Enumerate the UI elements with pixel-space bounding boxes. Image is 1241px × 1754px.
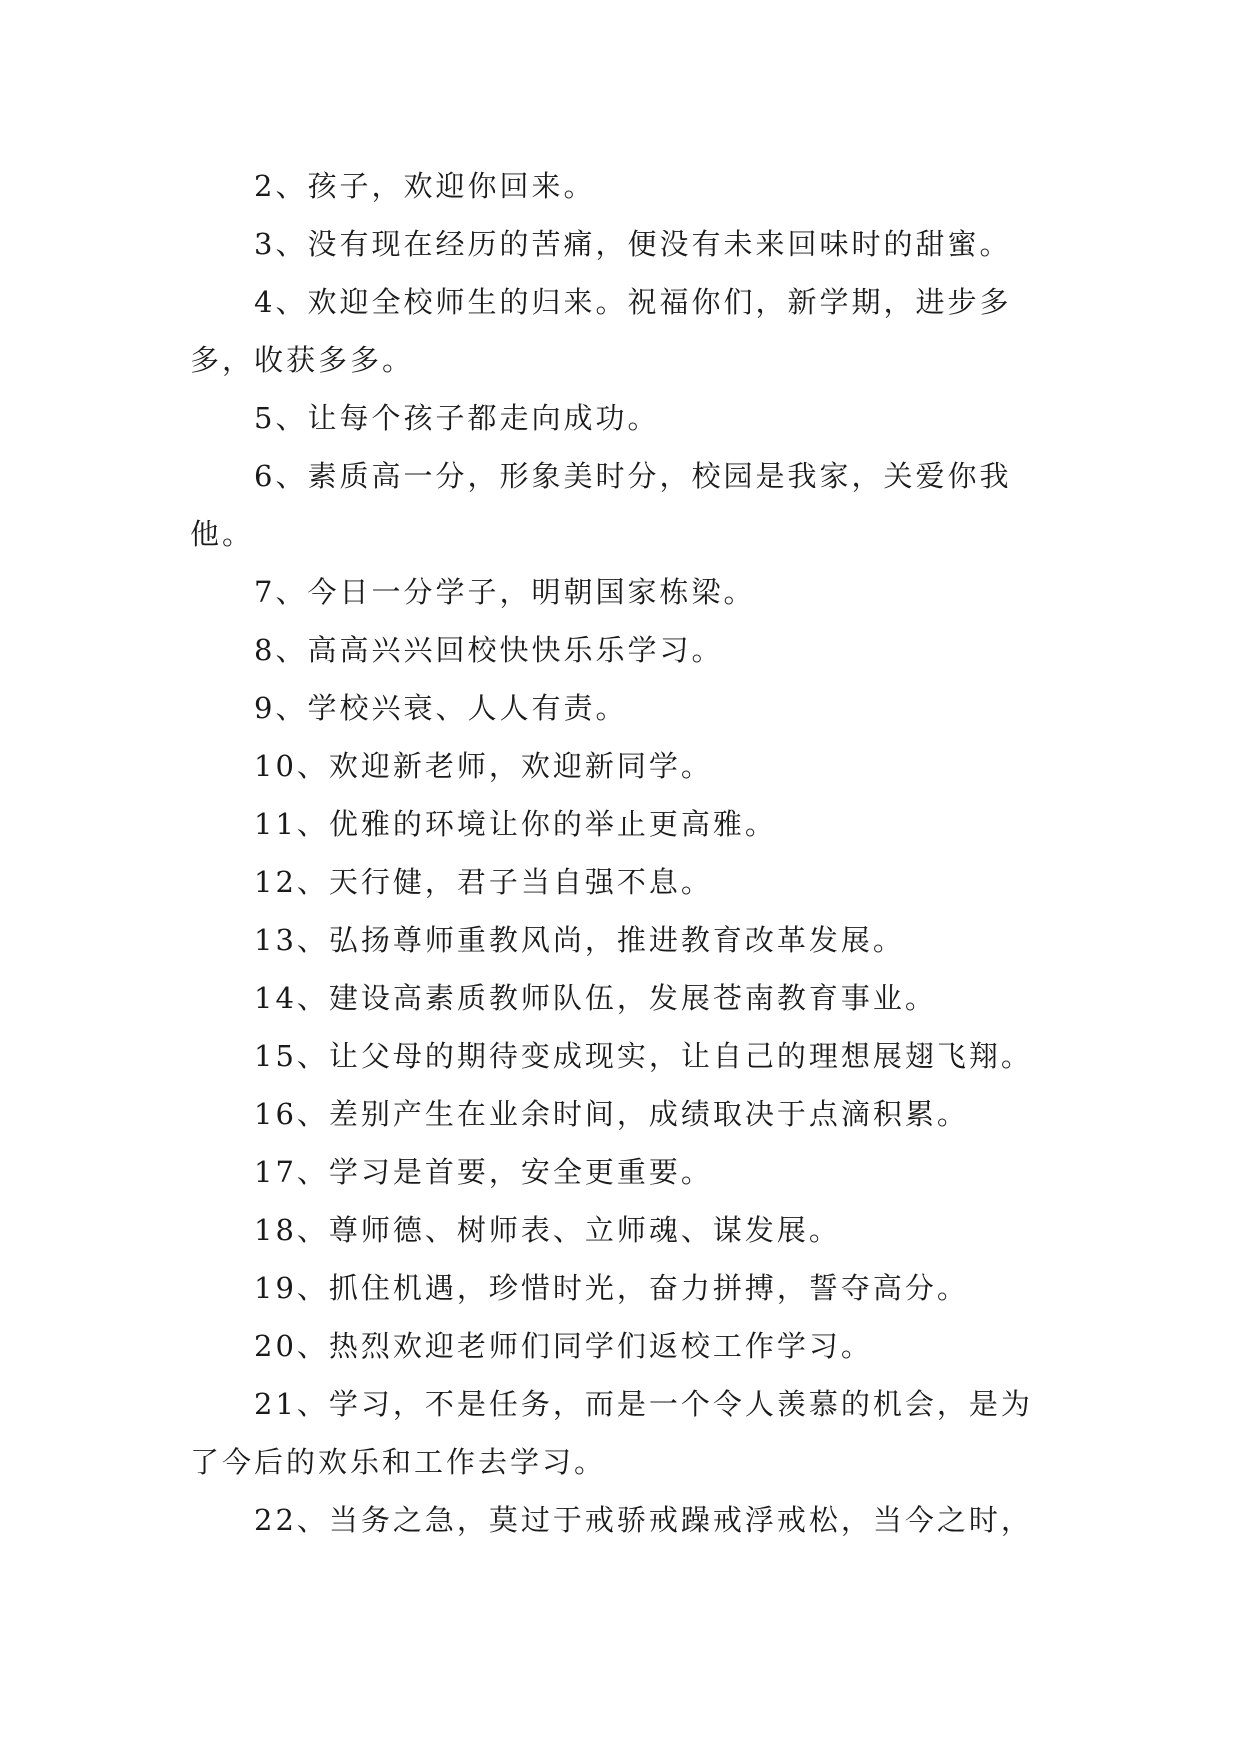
paragraph-4-line-1 — [190, 273, 1060, 331]
paragraph-5 — [190, 389, 1060, 447]
paragraph-line: 22、当务之急，莫过于戒骄戒躁戒浮戒松，当今之时， — [254, 1503, 1033, 1537]
paragraph-line: 16、差别产生在业余时间，成绩取决于点滴积累。 — [254, 1097, 969, 1131]
paragraph-line: 多，收获多多。 — [190, 343, 415, 377]
paragraph-line: 13、弘扬尊师重教风尚，推进教育改革发展。 — [254, 923, 905, 957]
paragraph-line: 10、欢迎新老师，欢迎新同学。 — [254, 749, 713, 783]
paragraph-8 — [190, 621, 1060, 679]
paragraph-line: 14、建设高素质教师队伍，发展苍南教育事业。 — [254, 981, 937, 1015]
paragraph-line: 他。 — [190, 517, 255, 551]
paragraph-line: 17、学习是首要，安全更重要。 — [254, 1155, 713, 1189]
paragraph-19 — [190, 1259, 1060, 1317]
paragraph-line: 20、热烈欢迎老师们同学们返校工作学习。 — [254, 1329, 873, 1363]
paragraph-11 — [190, 795, 1060, 853]
paragraph-line: 3、没有现在经历的苦痛，便没有未来回味时的甜蜜。 — [254, 227, 1012, 261]
paragraph-13 — [190, 911, 1060, 969]
paragraph-line: 19、抓住机遇，珍惜时光，奋力拼搏，誓夺高分。 — [254, 1271, 969, 1305]
paragraph-14 — [190, 969, 1060, 1027]
paragraph-21-line-1 — [190, 1375, 1060, 1433]
paragraph-line: 21、学习，不是任务，而是一个令人羡慕的机会，是为 — [254, 1387, 1033, 1421]
paragraph-22 — [190, 1491, 1060, 1549]
paragraph-line: 7、今日一分学子，明朝国家栋梁。 — [254, 575, 756, 609]
paragraph-6-line-1 — [190, 447, 1060, 505]
paragraph-line: 18、尊师德、树师表、立师魂、谋发展。 — [254, 1213, 841, 1247]
paragraph-9 — [190, 679, 1060, 737]
paragraph-12 — [190, 853, 1060, 911]
paragraph-line: 5、让每个孩子都走向成功。 — [254, 401, 660, 435]
paragraph-6-line-2 — [190, 505, 1060, 563]
paragraph-line: 9、学校兴衰、人人有责。 — [254, 691, 628, 725]
paragraph-line: 了今后的欢乐和工作去学习。 — [190, 1445, 607, 1479]
paragraph-20 — [190, 1317, 1060, 1375]
paragraph-line: 11、优雅的环境让你的举止更高雅。 — [254, 807, 777, 841]
paragraph-line: 2、孩子，欢迎你回来。 — [254, 169, 596, 203]
paragraph-10 — [190, 737, 1060, 795]
paragraph-line: 4、欢迎全校师生的归来。祝福你们，新学期，进步多 — [254, 285, 1012, 319]
paragraph-7 — [190, 563, 1060, 621]
paragraph-line: 12、天行健，君子当自强不息。 — [254, 865, 713, 899]
paragraph-line: 6、素质高一分，形象美时分，校园是我家，关爱你我 — [254, 459, 1012, 493]
paragraph-4-line-2 — [190, 331, 1060, 389]
paragraph-16 — [190, 1085, 1060, 1143]
paragraph-3 — [190, 215, 1060, 273]
paragraph-17 — [190, 1143, 1060, 1201]
paragraph-line: 15、让父母的期待变成现实，让自己的理想展翅飞翔。 — [254, 1039, 1033, 1073]
paragraph-15 — [190, 1027, 1060, 1085]
paragraph-2 — [190, 157, 1060, 215]
paragraph-21-line-2 — [190, 1433, 1060, 1491]
paragraph-line: 8、高高兴兴回校快快乐乐学习。 — [254, 633, 724, 667]
paragraph-18 — [190, 1201, 1060, 1259]
